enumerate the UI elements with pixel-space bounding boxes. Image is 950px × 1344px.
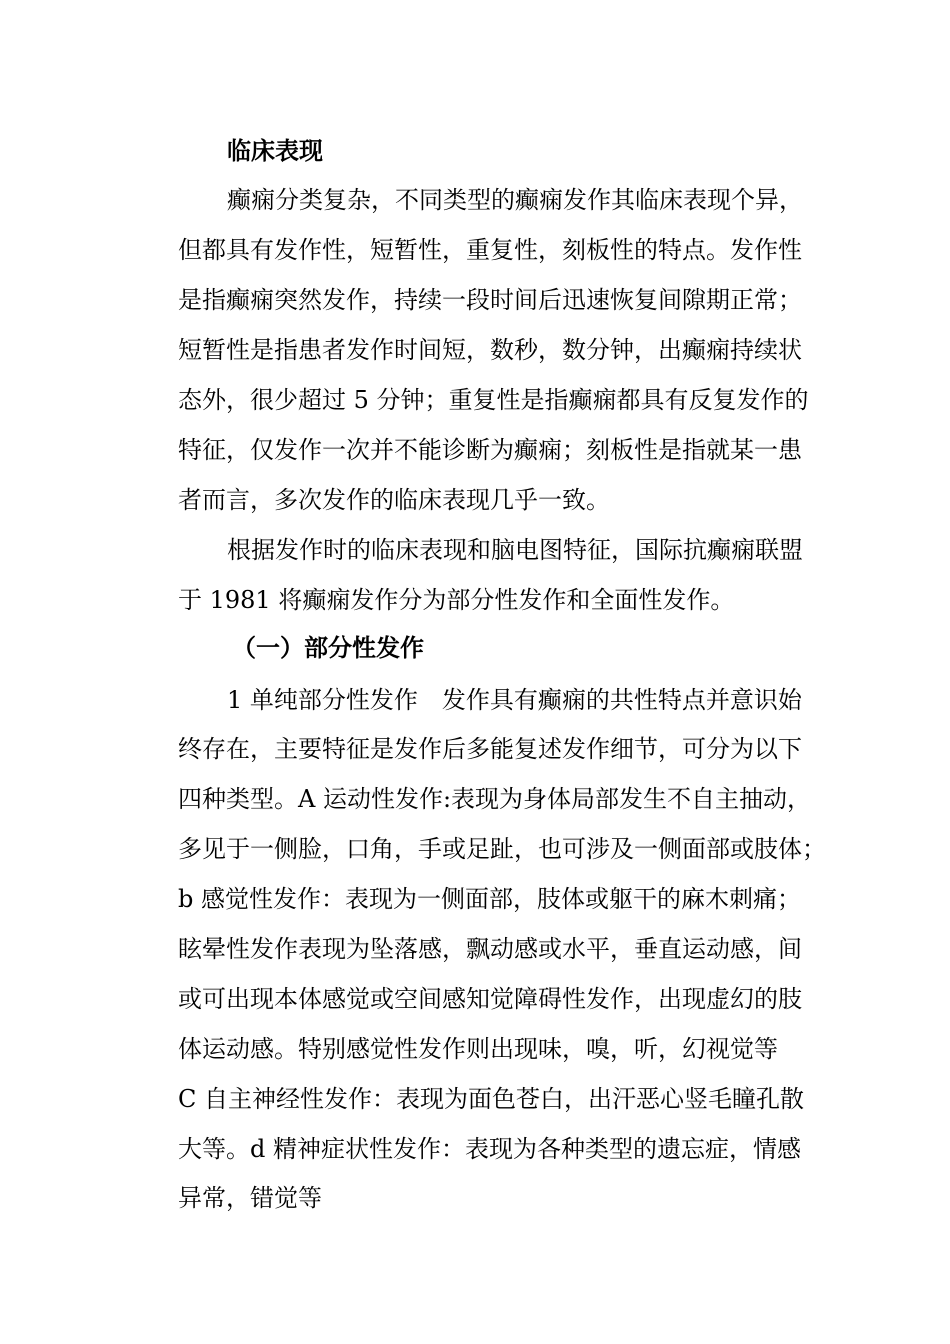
paragraph-line: 或可出现本体感觉或空间感知觉障碍性发作，出现虚幻的肢 [178,985,802,1013]
paragraph-line: 于 1981 将癫痫发作分为部分性发作和全面性发作。 [178,586,735,614]
paragraph-line: 态外，很少超过 5 分钟；重复性是指癫痫都具有反复发作的 [178,386,809,414]
paragraph-line: b 感觉性发作：表现为一侧面部，肢体或躯干的麻木刺痛； [178,885,801,913]
paragraph-line: 体运动感。特别感觉性发作则出现味，嗅，听，幻视觉等 [178,1035,778,1063]
paragraph-line: 1 单纯部分性发作 发作具有癫痫的共性特点并意识始 [227,686,802,714]
paragraph-line: 但都具有发作性，短暂性，重复性，刻板性的特点。发作性 [178,236,802,264]
paragraph-line: 异常，错觉等 [178,1184,322,1212]
paragraph-line: 眩晕性发作表现为坠落感，飘动感或水平，垂直运动感，间 [178,935,802,963]
section-title: 临床表现 [227,136,323,165]
paragraph-line: 多见于一侧脸，口角，手或足趾，也可涉及一侧面部或肢体； [178,835,826,863]
paragraph-line: 是指癫痫突然发作，持续一段时间后迅速恢复间隙期正常； [178,286,802,314]
paragraph-line: 大等。d 精神症状性发作：表现为各种类型的遗忘症，情感 [178,1135,801,1163]
paragraph-line: 短暂性是指患者发作时间短，数秒，数分钟，出癫痫持续状 [178,336,802,364]
paragraph-line: 根据发作时的临床表现和脑电图特征，国际抗癫痫联盟 [227,536,803,564]
paragraph-line: 特征，仅发作一次并不能诊断为癫痫；刻板性是指就某一患 [178,436,802,464]
paragraph-line: 癫痫分类复杂，不同类型的癫痫发作其临床表现个异， [227,186,803,214]
paragraph-line: 者而言，多次发作的临床表现几乎一致。 [178,486,610,514]
paragraph-line: C 自主神经性发作：表现为面色苍白，出汗恶心竖毛瞳孔散 [178,1085,804,1113]
subsection-heading: （一）部分性发作 [232,633,424,662]
paragraph-line: 四种类型。A 运动性发作:表现为身体局部发生不自主抽动， [178,785,812,813]
paragraph-line: 终存在，主要特征是发作后多能复述发作细节，可分为以下 [178,735,802,763]
